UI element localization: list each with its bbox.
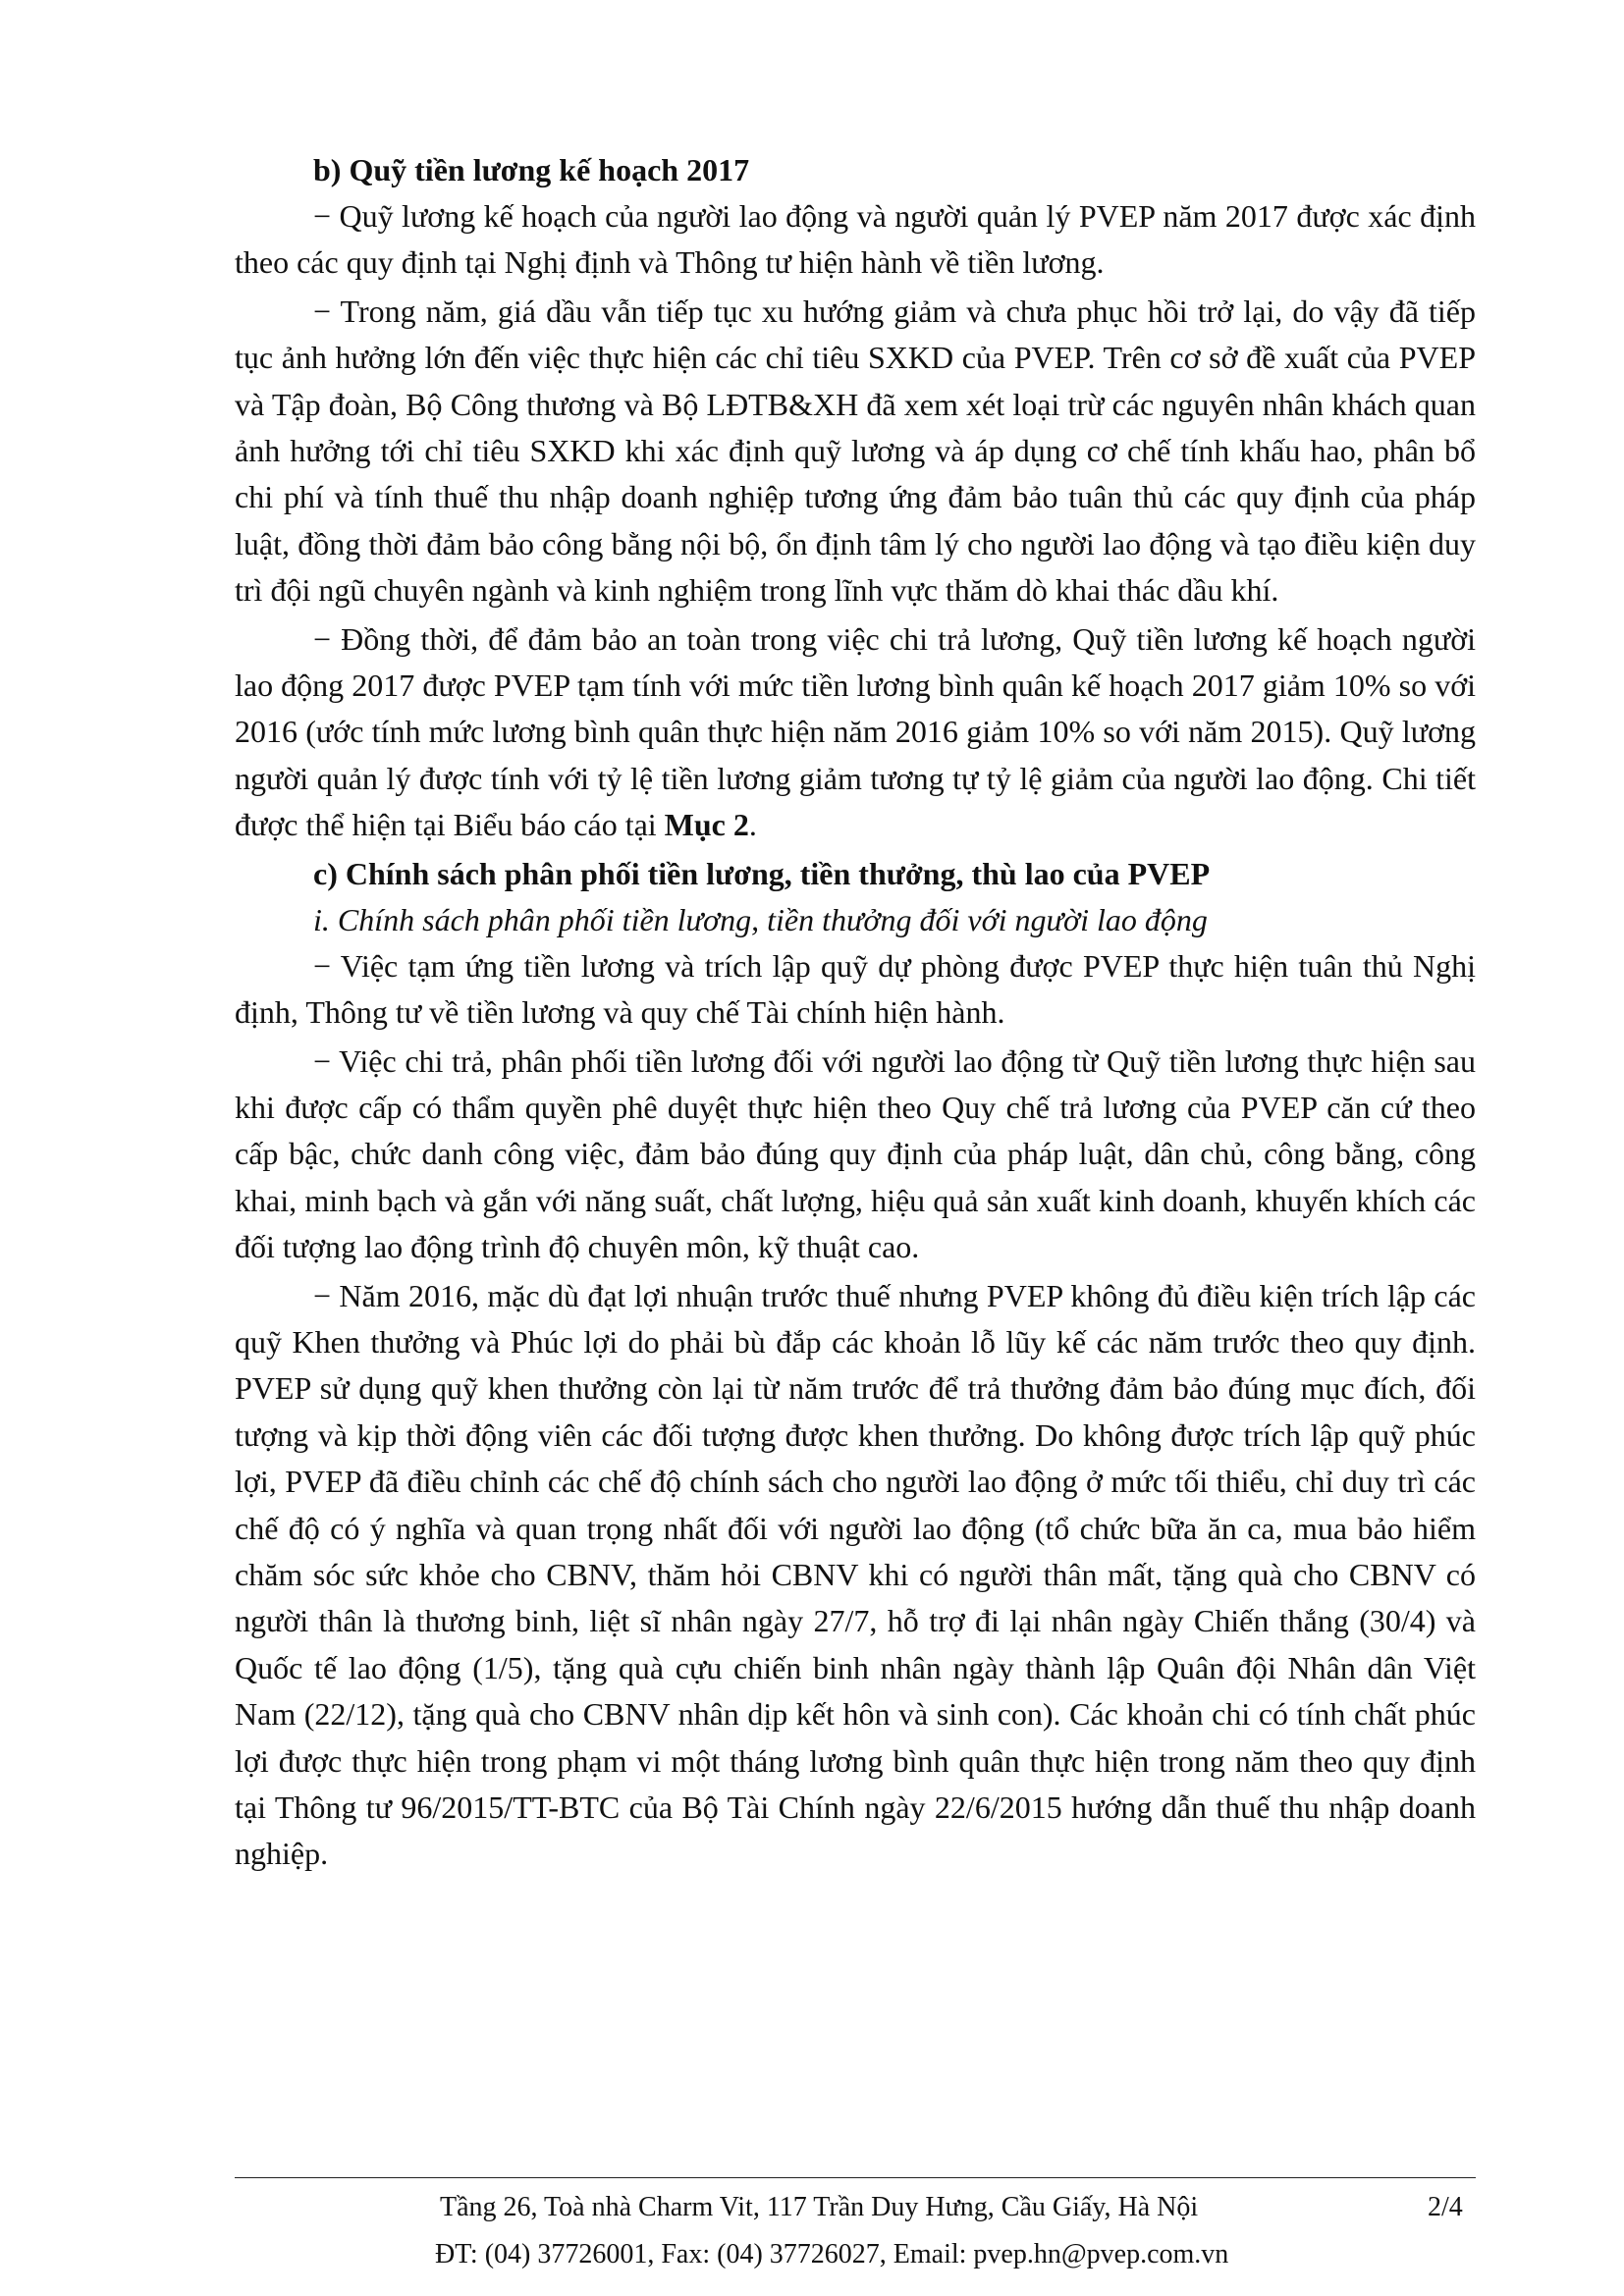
section-c-paragraph-3: − Năm 2016, mặc dù đạt lợi nhuận trước thuế nhưng PVEP không đủ điều kiện trích lập các quỹ Khen thưởng và Phúc lợi do phải bù đắp các khoản lỗ lũy kế các năm trước theo quy định. PVEP sử dụng quỹ khen thưởng còn lại từ năm trước để trả thưởng đảm bảo đúng mục đích, đối tượng và kịp thời động viên các đối tượng được khen thưởng. Do không được trích lập quỹ phúc lợi, PVEP đã điều chỉnh các chế độ chính sách cho người lao động ở mức tối thiểu, chỉ duy trì các chế độ có ý nghĩa và quan trọng nhất đối với người lao động (tổ chức bữa ăn ca, mua bảo hiểm chăm sóc sức khỏe cho CBNV, thăm hỏi CBNV khi có người thân mất, tặng quà cho CBNV có người thân là thương binh, liệt sĩ nhân ngày 27/7, hỗ trợ đi lại nhân ngày Chiến thắng (30/4) và Quốc tế lao động (1/5), tặng quà cựu chiến binh nhân ngày thành lập Quân đội Nhân dân Việt Nam (22/12), tặng quà cho CBNV nhân dịp kết hôn và sinh con). Các khoản chi có tính chất phúc lợi được thực hiện trong phạm vi một tháng lương bình quân thực hiện trong năm theo quy định tại Thông tư 96/2015/TT-BTC của Bộ Tài Chính ngày 22/6/2015 hướng dẫn thuế thu nhập doanh nghiệp. [235, 1277, 1476, 1872]
document-body [235, 147, 1476, 1880]
section-b-paragraph-1: − Quỹ lương kế hoạch của người lao động và người quản lý PVEP năm 2017 được xác định theo các quy định tại Nghị định và Thông tư hiện hành về tiền lương. [235, 198, 1476, 281]
section-b-paragraph-3-end: . [748, 807, 757, 843]
section-b-paragraph-3 [235, 616, 1476, 849]
section-c-paragraph-1: − Việc tạm ứng tiền lương và trích lập quỹ dự phòng được PVEP thực hiện tuân thủ Nghị định, Thông tư về tiền lương và quy chế Tài chính hiện hành. [235, 947, 1476, 1031]
section-b-paragraph-3-text: − Đồng thời, để đảm bảo an toàn trong việc chi trả lương, Quỹ tiền lương kế hoạch người lao động 2017 được PVEP tạm tính với mức tiền lương bình quân kế hoạch 2017 giảm 10% so với 2016 (ước tính mức lương bình quân thực hiện năm 2016 giảm 10% so với năm 2015). Quỹ lương người quản lý được tính với tỷ lệ tiền lương giảm tương tự tỷ lệ giảm của người lao động. Chi tiết được thể hiện tại Biểu báo cáo tại [235, 620, 1476, 843]
section-c-heading: c) Chính sách phân phối tiền lương, tiền thưởng, thù lao của PVEP [313, 855, 1211, 891]
footer-divider [235, 2177, 1476, 2178]
section-b-heading: b) Quỹ tiền lương kế hoạch 2017 [313, 152, 750, 187]
section-c-subheading: i. Chính sách phân phối tiền lương, tiền thưởng đối với người lao động [313, 901, 1208, 937]
section-c-paragraph-2: − Việc chi trả, phân phối tiền lương đối với người lao động từ Quỹ tiền lương thực hiện sau khi được cấp có thẩm quyền phê duyệt thực hiện theo Quy chế trả lương của PVEP căn cứ theo cấp bậc, chức danh công việc, đảm bảo đúng quy định của pháp luật, dân chủ, công bằng, công khai, minh bạch và gắn với năng suất, chất lượng, hiệu quả sản xuất kinh doanh, khuyến khích các đối tượng lao động trình độ chuyên môn, kỹ thuật cao. [235, 1042, 1476, 1265]
footer-contact: ĐT: (04) 37726001, Fax: (04) 37726027, Email: pvep.hn@pvep.com.vn [435, 2239, 1229, 2269]
page-number: 2/4 [1428, 2192, 1463, 2222]
footer-address: Tầng 26, Toà nhà Charm Vit, 117 Trần Duy Hưng, Cầu Giấy, Hà Nội [440, 2192, 1199, 2222]
section-b-paragraph-3-ref: Mục 2 [664, 807, 749, 843]
section-b-paragraph-2: − Trong năm, giá dầu vẫn tiếp tục xu hướng giảm và chưa phục hồi trở lại, do vậy đã tiếp tục ảnh hưởng lớn đến việc thực hiện các chỉ tiêu SXKD của PVEP. Trên cơ sở đề xuất của PVEP và Tập đoàn, Bộ Công thương và Bộ LĐTB&XH đã xem xét loại trừ các nguyên nhân khách quan ảnh hưởng tới chỉ tiêu SXKD khi xác định quỹ lương và áp dụng cơ chế tính khấu hao, phân bổ chi phí và tính thuế thu nhập doanh nghiệp tương ứng đảm bảo tuân thủ các quy định của pháp luật, đồng thời đảm bảo công bằng nội bộ, ổn định tâm lý cho người lao động và tạo điều kiện duy trì đội ngũ chuyên ngành và kinh nghiệm trong lĩnh vực thăm dò khai thác dầu khí. [235, 293, 1476, 609]
